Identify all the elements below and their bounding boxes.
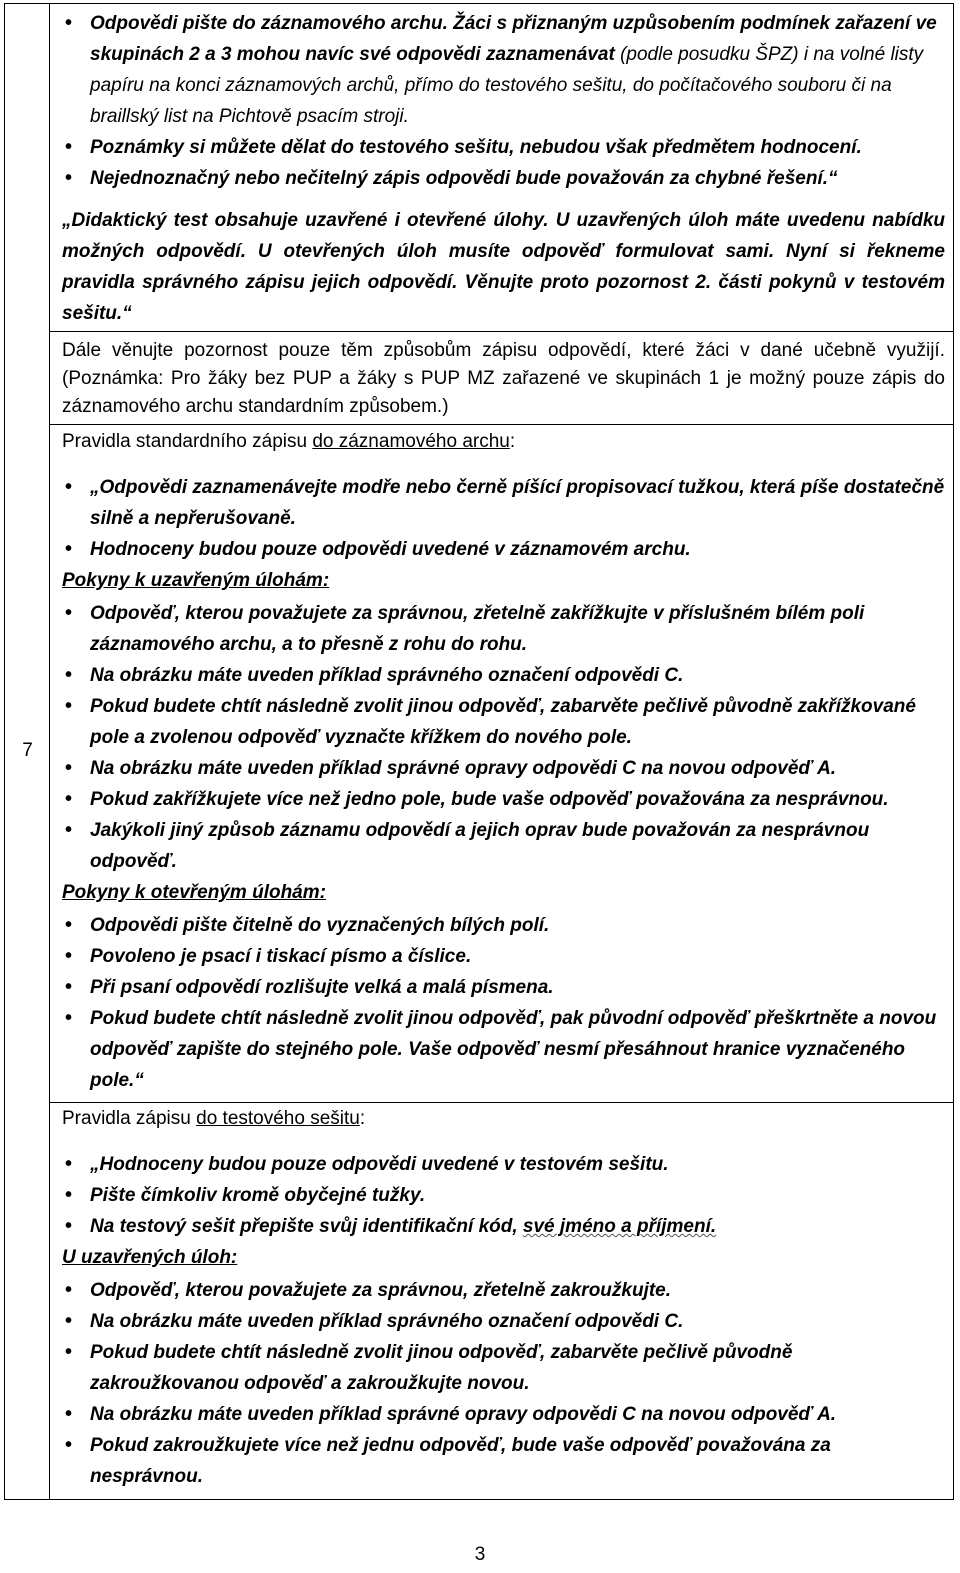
- top-instructions: [62, 8, 945, 194]
- list-item: • Pokud budete chtít následně zvolit jinou odpověď, pak původní odpověď přeškrtněte a novou odpověď zapište do stejného pole. Vaše odpověď nesmí přesáhnout hranice vyznačeného pole.“: [62, 1003, 945, 1096]
- row-number: 7: [22, 740, 33, 761]
- heading-suffix: :: [359, 1108, 366, 1129]
- note-paragraph: Dále věnujte pozornost pouze těm způsobům zápisu odpovědí, které žáci v dané učebně využijí. (Poznámka: Pro žáky bez PUP a žáky s PUP MZ zařazené ve skupinách 1 je možný pouze zápis do záznamového archu standardním způsobem.): [62, 340, 945, 417]
- list-item: • Pokud zakřížkujete více než jedno pole, bude vaše odpověď považována za nesprávnou.: [62, 784, 945, 815]
- list-item: • Pokud budete chtít následně zvolit jinou odpověď, zabarvěte pečlivě původně zakroužkovanou odpověď a zakroužkujte novou.: [62, 1337, 945, 1399]
- list-item: [62, 8, 945, 132]
- list-item-text: Na testový sešit přepište svůj identifikační kód,: [90, 1216, 523, 1237]
- list-item: • Na obrázku máte uveden příklad správné opravy odpovědi C na novou odpověď A.: [62, 753, 945, 784]
- list-item: • Na obrázku máte uveden příklad správného označení odpovědi C.: [62, 660, 945, 691]
- list-item: [62, 1211, 945, 1242]
- list-item-text-c: i na volné listy papíru na konci záznamových archů, přímo do testového sešitu, do počítačového souboru či na braillský list na Pichtově psacím stroji.: [90, 44, 924, 127]
- archive-rules: [62, 472, 945, 1096]
- row-content: [50, 4, 953, 1499]
- archive-rules-heading: [62, 428, 945, 456]
- list-item: • Povoleno je psací i tiskací písmo a číslice.: [62, 941, 945, 972]
- page-number: 3: [474, 1544, 486, 1565]
- list-item: • Hodnoceny budou pouze odpovědi uvedené v záznamovém archu.: [62, 534, 945, 565]
- booklet-rules: [62, 1149, 945, 1492]
- list-item: • Pokud zakroužkujete více než jednu odpověď, bude vaše odpověď považována za nesprávnou.: [62, 1430, 945, 1492]
- list-item: • „Odpovědi zaznamenávejte modře nebo černě píšící propisovací tužkou, která píše dostatečně silně a nepřerušovaně.: [62, 472, 945, 534]
- divider: [50, 331, 953, 332]
- heading-suffix: :: [509, 431, 516, 452]
- closed-tasks-heading: U uzavřených úloh:: [62, 1247, 238, 1268]
- list-item: • Na obrázku máte uveden příklad správné opravy odpovědi C na novou odpověď A.: [62, 1399, 945, 1430]
- heading-link: do záznamového archu: [312, 431, 510, 452]
- list-item-text-b: (podle posudku ŠPZ): [614, 44, 804, 65]
- heading-prefix: Pravidla standardního zápisu: [62, 431, 313, 452]
- divider: [50, 424, 953, 425]
- heading-prefix: Pravidla zápisu: [62, 1108, 197, 1129]
- list-item: • Odpověď, kterou považujete za správnou, zřetelně zakroužkujte.: [62, 1275, 945, 1306]
- didactic-intro: „Didaktický test obsahuje uzavřené i otevřené úlohy. U uzavřených úloh máte uvedenu nabídku možných odpovědí. U otevřených úloh musíte odpověď formulovat sami. Nyní si řekneme pravidla správného zápisu jejich odpovědí. Věnujte proto pozornost 2. části pokynů v testovém sešitu.“: [62, 210, 945, 324]
- list-item: • Odpovědi pište čitelně do vyznačených bílých polí.: [62, 910, 945, 941]
- list-item: • Při psaní odpovědí rozlišujte velká a malá písmena.: [62, 972, 945, 1003]
- list-item: • Na obrázku máte uveden příklad správného označení odpovědi C.: [62, 1306, 945, 1337]
- divider: [50, 1102, 953, 1103]
- row-number-column: [5, 4, 50, 1499]
- heading-link: do testového sešitu: [196, 1108, 360, 1129]
- booklet-rules-heading: [62, 1105, 945, 1133]
- list-item: • „Hodnoceny budou pouze odpovědi uvedené v testovém sešitu.: [62, 1149, 945, 1180]
- instruction-table: [4, 3, 954, 1500]
- list-item: • Nejednoznačný nebo nečitelný zápis odpovědi bude považován za chybné řešení.“: [62, 163, 945, 194]
- list-item-text-a: Odpovědi pište do záznamového archu. Žáci s přiznaným uzpůsobením podmínek zařazení ve skupinách 2 a 3 mohou navíc své odpovědi zaznamenávat: [90, 13, 937, 65]
- list-item: • Pokud budete chtít následně zvolit jinou odpověď, zabarvěte pečlivě původně zakřížkované pole a zvolenou odpověď vyznačte křížkem do nového pole.: [62, 691, 945, 753]
- list-item: • Jakýkoli jiný způsob záznamu odpovědí a jejich oprav bude považován za nesprávnou odpověď.: [62, 815, 945, 877]
- list-item: • Odpověď, kterou považujete za správnou, zřetelně zakřížkujte v příslušném bílém poli záznamového archu, a to přesně z rohu do rohu.: [62, 598, 945, 660]
- open-tasks-heading: Pokyny k otevřeným úlohám:: [62, 882, 326, 903]
- list-item: • Poznámky si můžete dělat do testového sešitu, nebudou však předmětem hodnocení.: [62, 132, 945, 163]
- list-item-text-flagged: své jméno a příjmení.: [522, 1216, 717, 1237]
- list-item: • Pište čímkoliv kromě obyčejné tužky.: [62, 1180, 945, 1211]
- closed-tasks-heading: Pokyny k uzavřeným úlohám:: [62, 570, 330, 591]
